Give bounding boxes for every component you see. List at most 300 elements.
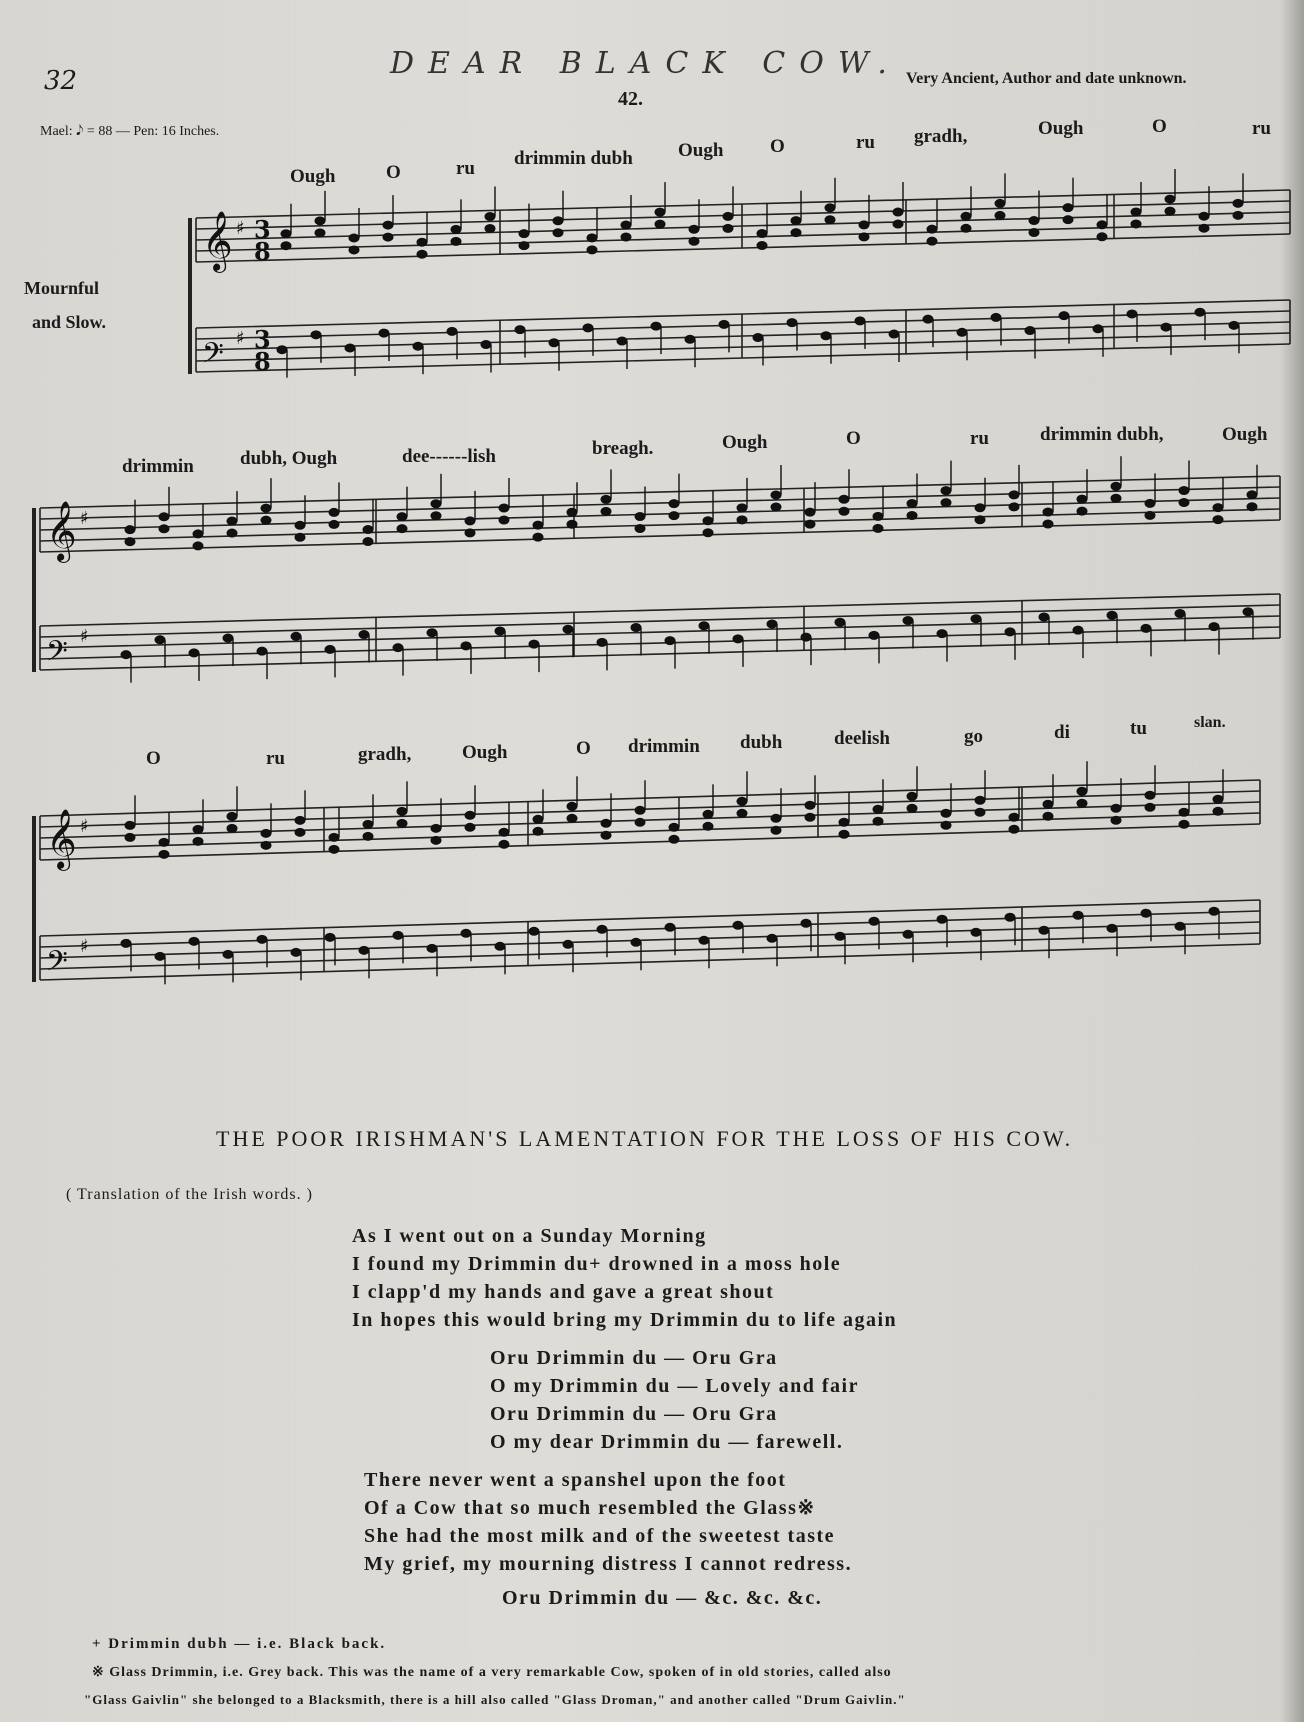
notehead — [1025, 327, 1035, 335]
notehead — [397, 807, 407, 815]
notehead — [1029, 217, 1039, 225]
notehead — [1009, 491, 1019, 499]
notehead — [601, 507, 611, 515]
notehead — [1131, 220, 1141, 228]
notehead — [1161, 323, 1171, 331]
notehead — [1179, 498, 1189, 506]
poem-line: O my dear Drimmin du — farewell. — [490, 1431, 844, 1453]
staff-line — [40, 944, 1260, 980]
notehead — [417, 238, 427, 246]
notehead — [689, 225, 699, 233]
notehead — [937, 915, 947, 923]
poem-line: In hopes this would bring my Drimmin du to life again — [352, 1309, 898, 1331]
notehead — [363, 526, 373, 534]
notehead — [1141, 624, 1151, 632]
notehead — [515, 326, 525, 334]
lyric-word: Ough — [722, 432, 768, 453]
notehead — [227, 824, 237, 832]
notehead — [907, 499, 917, 507]
notehead — [689, 237, 699, 245]
notehead — [937, 630, 947, 638]
notehead — [685, 335, 695, 343]
staff-line — [196, 322, 1290, 350]
notehead — [805, 508, 815, 516]
poem-refrain-1 — [490, 1344, 859, 1456]
notehead — [597, 925, 607, 933]
notehead — [699, 936, 709, 944]
notehead — [447, 327, 457, 335]
notehead — [295, 828, 305, 836]
notehead — [975, 808, 985, 816]
notehead — [1111, 804, 1121, 812]
notehead — [451, 237, 461, 245]
notehead — [1175, 609, 1185, 617]
notehead — [1077, 787, 1087, 795]
notehead — [1247, 503, 1257, 511]
notehead — [651, 322, 661, 330]
notehead — [257, 647, 267, 655]
notehead — [719, 320, 729, 328]
notehead — [281, 242, 291, 250]
notehead — [1127, 310, 1137, 318]
notehead — [125, 538, 135, 546]
notehead — [961, 224, 971, 232]
notehead — [481, 340, 491, 348]
notehead — [859, 221, 869, 229]
notehead — [431, 512, 441, 520]
notehead — [155, 636, 165, 644]
lyric-word: Ough — [462, 742, 508, 763]
notehead — [889, 330, 899, 338]
notehead — [325, 933, 335, 941]
notehead — [805, 813, 815, 821]
notehead — [737, 516, 747, 524]
notehead — [1107, 924, 1117, 932]
notehead — [1059, 312, 1069, 320]
notehead — [869, 631, 879, 639]
notehead — [893, 208, 903, 216]
notehead — [601, 819, 611, 827]
notehead — [669, 835, 679, 843]
notehead — [617, 337, 627, 345]
notehead — [431, 824, 441, 832]
notehead — [1213, 516, 1223, 524]
lyric-word: O — [386, 162, 401, 183]
notehead — [431, 500, 441, 508]
notehead — [1097, 221, 1107, 229]
notehead — [223, 634, 233, 642]
tune-number: 42. — [618, 88, 643, 110]
notehead — [635, 818, 645, 826]
notehead — [1195, 308, 1205, 316]
notehead — [329, 845, 339, 853]
notehead — [907, 804, 917, 812]
bass-clef: 𝄢 — [202, 337, 224, 377]
notehead — [329, 508, 339, 516]
staff-line — [40, 802, 1260, 838]
notehead — [703, 822, 713, 830]
notehead — [957, 328, 967, 336]
page-edge-shadow — [1280, 0, 1304, 1722]
key-signature-sharp: ♯ — [236, 218, 245, 239]
song-title: DEAR BLACK COW. — [390, 46, 901, 81]
notehead — [635, 513, 645, 521]
notehead — [261, 504, 271, 512]
notehead — [631, 624, 641, 632]
notehead — [1043, 800, 1053, 808]
staff-line — [196, 234, 1290, 262]
notehead — [1165, 195, 1175, 203]
notehead — [825, 204, 835, 212]
notehead — [907, 511, 917, 519]
notehead — [835, 618, 845, 626]
notehead — [563, 625, 573, 633]
notehead — [533, 827, 543, 835]
poem-line: Oru Drimmin du — Oru Gra — [490, 1347, 778, 1369]
tempo-marking: Mael: 𝅘𝅥𝅮 = 88 — Pen: 16 Inches. — [40, 124, 220, 139]
notehead — [971, 615, 981, 623]
notehead — [311, 331, 321, 339]
lyric-word: deelish — [834, 728, 890, 749]
key-signature-sharp: ♯ — [80, 626, 89, 647]
notehead — [363, 538, 373, 546]
notehead — [1213, 807, 1223, 815]
notehead — [665, 923, 675, 931]
notehead — [359, 946, 369, 954]
lyric-word: ru — [1252, 118, 1271, 139]
notehead — [907, 792, 917, 800]
poem-stanza-2 — [364, 1466, 852, 1578]
notehead — [1145, 803, 1155, 811]
notehead — [1247, 491, 1257, 499]
notehead — [1077, 507, 1087, 515]
staff-line — [40, 824, 1260, 860]
page-number: 32 — [44, 66, 78, 96]
notehead — [261, 516, 271, 524]
notehead — [601, 831, 611, 839]
notehead — [975, 516, 985, 524]
notehead — [529, 927, 539, 935]
notehead — [631, 938, 641, 946]
notehead — [159, 850, 169, 858]
notehead — [193, 542, 203, 550]
notehead — [349, 246, 359, 254]
key-signature-sharp: ♯ — [80, 508, 89, 529]
notehead — [383, 221, 393, 229]
notehead — [397, 525, 407, 533]
notehead — [465, 811, 475, 819]
notehead — [767, 934, 777, 942]
footnote-2: ※ Glass Drimmin, i.e. Grey back. This was the name of a very remarkable Cow, spoken of in old stories, called also — [92, 1665, 892, 1680]
lyric-word: drimmin dubh — [514, 148, 633, 169]
notehead — [655, 220, 665, 228]
poem-line: O my Drimmin du — Lovely and fair — [490, 1375, 859, 1397]
time-signature-top: 3 — [254, 325, 271, 354]
notehead — [835, 932, 845, 940]
notehead — [753, 334, 763, 342]
footnote-3: "Glass Gaivlin" she belonged to a Blacksmith, there is a hill also called "Glass Droman," and another called "Drum Gaivlin." — [84, 1692, 906, 1707]
notehead — [397, 819, 407, 827]
notehead — [495, 627, 505, 635]
notehead — [189, 649, 199, 657]
staff-line — [196, 333, 1290, 361]
staff-line — [40, 780, 1260, 816]
notehead — [1111, 482, 1121, 490]
notehead — [587, 246, 597, 254]
attribution: Very Ancient, Author and date unknown. — [906, 70, 1187, 87]
notehead — [291, 948, 301, 956]
notehead — [533, 521, 543, 529]
notehead — [431, 836, 441, 844]
treble-clef: 𝄞 — [46, 809, 77, 869]
notehead — [903, 930, 913, 938]
lyric-word: ru — [970, 428, 989, 449]
notehead — [121, 651, 131, 659]
key-signature-sharp: ♯ — [80, 816, 89, 837]
notehead — [1179, 486, 1189, 494]
notehead — [363, 820, 373, 828]
notehead — [1097, 233, 1107, 241]
notehead — [733, 921, 743, 929]
notehead — [1165, 207, 1175, 215]
lyric-word: O — [576, 738, 591, 759]
notehead — [1111, 494, 1121, 502]
lyric-word: tu — [1130, 718, 1147, 739]
notehead — [495, 942, 505, 950]
notehead — [941, 821, 951, 829]
notehead — [805, 520, 815, 528]
notehead — [1029, 229, 1039, 237]
notehead — [587, 234, 597, 242]
notehead — [703, 529, 713, 537]
notehead — [1209, 623, 1219, 631]
notehead — [621, 233, 631, 241]
lyric-word: Ough — [1222, 424, 1268, 445]
notehead — [1179, 808, 1189, 816]
notehead — [1039, 613, 1049, 621]
notehead — [325, 645, 335, 653]
staff-line — [196, 223, 1290, 251]
poem-line: My grief, my mourning distress I cannot redress. — [364, 1553, 853, 1575]
notehead — [791, 217, 801, 225]
lyric-word: ru — [266, 748, 285, 769]
time-signature-top: 3 — [254, 215, 271, 244]
notehead — [839, 495, 849, 503]
notehead — [227, 529, 237, 537]
notehead — [291, 632, 301, 640]
bass-clef: 𝄢 — [46, 945, 68, 985]
notehead — [315, 229, 325, 237]
translation-note: ( Translation of the Irish words. ) — [66, 1186, 313, 1203]
notehead — [669, 512, 679, 520]
notehead — [669, 500, 679, 508]
time-signature-bottom: 8 — [254, 347, 271, 376]
notehead — [257, 935, 267, 943]
lyric-word: drimmin dubh, — [1040, 424, 1164, 445]
staff-line — [196, 344, 1290, 372]
notehead — [801, 633, 811, 641]
notehead — [1213, 795, 1223, 803]
notehead — [1063, 204, 1073, 212]
key-signature-sharp: ♯ — [236, 328, 245, 349]
notehead — [757, 242, 767, 250]
notehead — [839, 830, 849, 838]
lyric-word: Ough — [678, 140, 724, 161]
notehead — [635, 806, 645, 814]
poem-line: Oru Drimmin du — Oru Gra — [490, 1403, 778, 1425]
poem-line: She had the most milk and of the sweetest taste — [364, 1525, 836, 1547]
notehead — [971, 928, 981, 936]
staff-line — [40, 791, 1260, 827]
poem-line: Of a Cow that so much resembled the Glass※ — [364, 1497, 816, 1519]
notehead — [1063, 216, 1073, 224]
notehead — [597, 638, 607, 646]
notehead — [553, 217, 563, 225]
notehead — [1145, 499, 1155, 507]
poem-stanza-1 — [352, 1222, 897, 1334]
notehead — [771, 826, 781, 834]
notehead — [413, 342, 423, 350]
notehead — [995, 211, 1005, 219]
notehead — [533, 815, 543, 823]
notehead — [553, 229, 563, 237]
notehead — [583, 324, 593, 332]
lyric-word: drimmin — [122, 456, 194, 477]
notehead — [733, 635, 743, 643]
notehead — [499, 516, 509, 524]
lyric-word: O — [146, 748, 161, 769]
notehead — [859, 233, 869, 241]
bass-clef: 𝄢 — [46, 635, 68, 675]
notehead — [567, 520, 577, 528]
notehead — [771, 814, 781, 822]
expression-line-1: Mournful — [24, 278, 100, 298]
notehead — [533, 533, 543, 541]
notehead — [1043, 812, 1053, 820]
notehead — [465, 517, 475, 525]
notehead — [363, 832, 373, 840]
notehead — [349, 234, 359, 242]
notehead — [665, 637, 675, 645]
notehead — [941, 487, 951, 495]
notehead — [121, 939, 131, 947]
notehead — [227, 517, 237, 525]
notehead — [261, 829, 271, 837]
lyric-word: go — [964, 726, 983, 747]
notehead — [227, 812, 237, 820]
notehead — [801, 919, 811, 927]
notehead — [189, 937, 199, 945]
notehead — [125, 526, 135, 534]
notehead — [621, 221, 631, 229]
lyric-word: slan. — [1194, 714, 1226, 731]
notehead — [791, 229, 801, 237]
notehead — [461, 929, 471, 937]
lyric-word: gradh, — [358, 744, 412, 765]
notehead — [873, 524, 883, 532]
notehead — [499, 840, 509, 848]
staff-line — [196, 300, 1290, 328]
notehead — [193, 530, 203, 538]
notehead — [451, 225, 461, 233]
staff-line — [196, 311, 1290, 339]
notehead — [345, 344, 355, 352]
notehead — [757, 230, 767, 238]
notehead — [427, 629, 437, 637]
notehead — [193, 825, 203, 833]
notehead — [1073, 626, 1083, 634]
notehead — [485, 212, 495, 220]
notehead — [567, 802, 577, 810]
notehead — [1039, 926, 1049, 934]
lyric-word: di — [1054, 722, 1070, 743]
notehead — [1093, 325, 1103, 333]
notehead — [223, 950, 233, 958]
notehead — [519, 242, 529, 250]
notehead — [359, 631, 369, 639]
notehead — [1111, 816, 1121, 824]
lyric-word: ru — [456, 158, 475, 179]
lyric-word: Ough — [1038, 118, 1084, 139]
staff-line — [196, 212, 1290, 240]
notehead — [1199, 212, 1209, 220]
notehead — [315, 217, 325, 225]
lyric-word: dee------lish — [402, 446, 496, 467]
notehead — [281, 230, 291, 238]
notehead — [379, 329, 389, 337]
notehead — [737, 809, 747, 817]
notehead — [567, 814, 577, 822]
notehead — [873, 805, 883, 813]
notehead — [529, 640, 539, 648]
notehead — [485, 224, 495, 232]
notehead — [563, 940, 573, 948]
notehead — [1243, 608, 1253, 616]
lyric-word: ru — [856, 132, 875, 153]
notehead — [1005, 628, 1015, 636]
treble-clef: 𝄞 — [202, 211, 233, 271]
notehead — [995, 199, 1005, 207]
notehead — [1077, 799, 1087, 807]
notehead — [499, 828, 509, 836]
notehead — [941, 809, 951, 817]
notehead — [193, 837, 203, 845]
notehead — [873, 512, 883, 520]
notehead — [1175, 922, 1185, 930]
notehead — [669, 823, 679, 831]
notehead — [155, 952, 165, 960]
treble-clef: 𝄞 — [46, 501, 77, 561]
notehead — [1179, 820, 1189, 828]
notehead — [805, 801, 815, 809]
lyric-word: drimmin — [628, 736, 700, 757]
notehead — [927, 225, 937, 233]
notehead — [393, 644, 403, 652]
notehead — [839, 818, 849, 826]
notehead — [1009, 503, 1019, 511]
lyric-word: O — [770, 136, 785, 157]
notehead — [1005, 913, 1015, 921]
notehead — [295, 533, 305, 541]
notehead — [821, 332, 831, 340]
notehead — [737, 504, 747, 512]
notehead — [869, 917, 879, 925]
notehead — [771, 491, 781, 499]
poem-refrain-2: Oru Drimmin du — &c. &c. &c. — [502, 1587, 823, 1609]
notehead — [397, 513, 407, 521]
poem-line: I found my Drimmin du+ drowned in a moss hole — [352, 1253, 842, 1275]
notehead — [991, 313, 1001, 321]
